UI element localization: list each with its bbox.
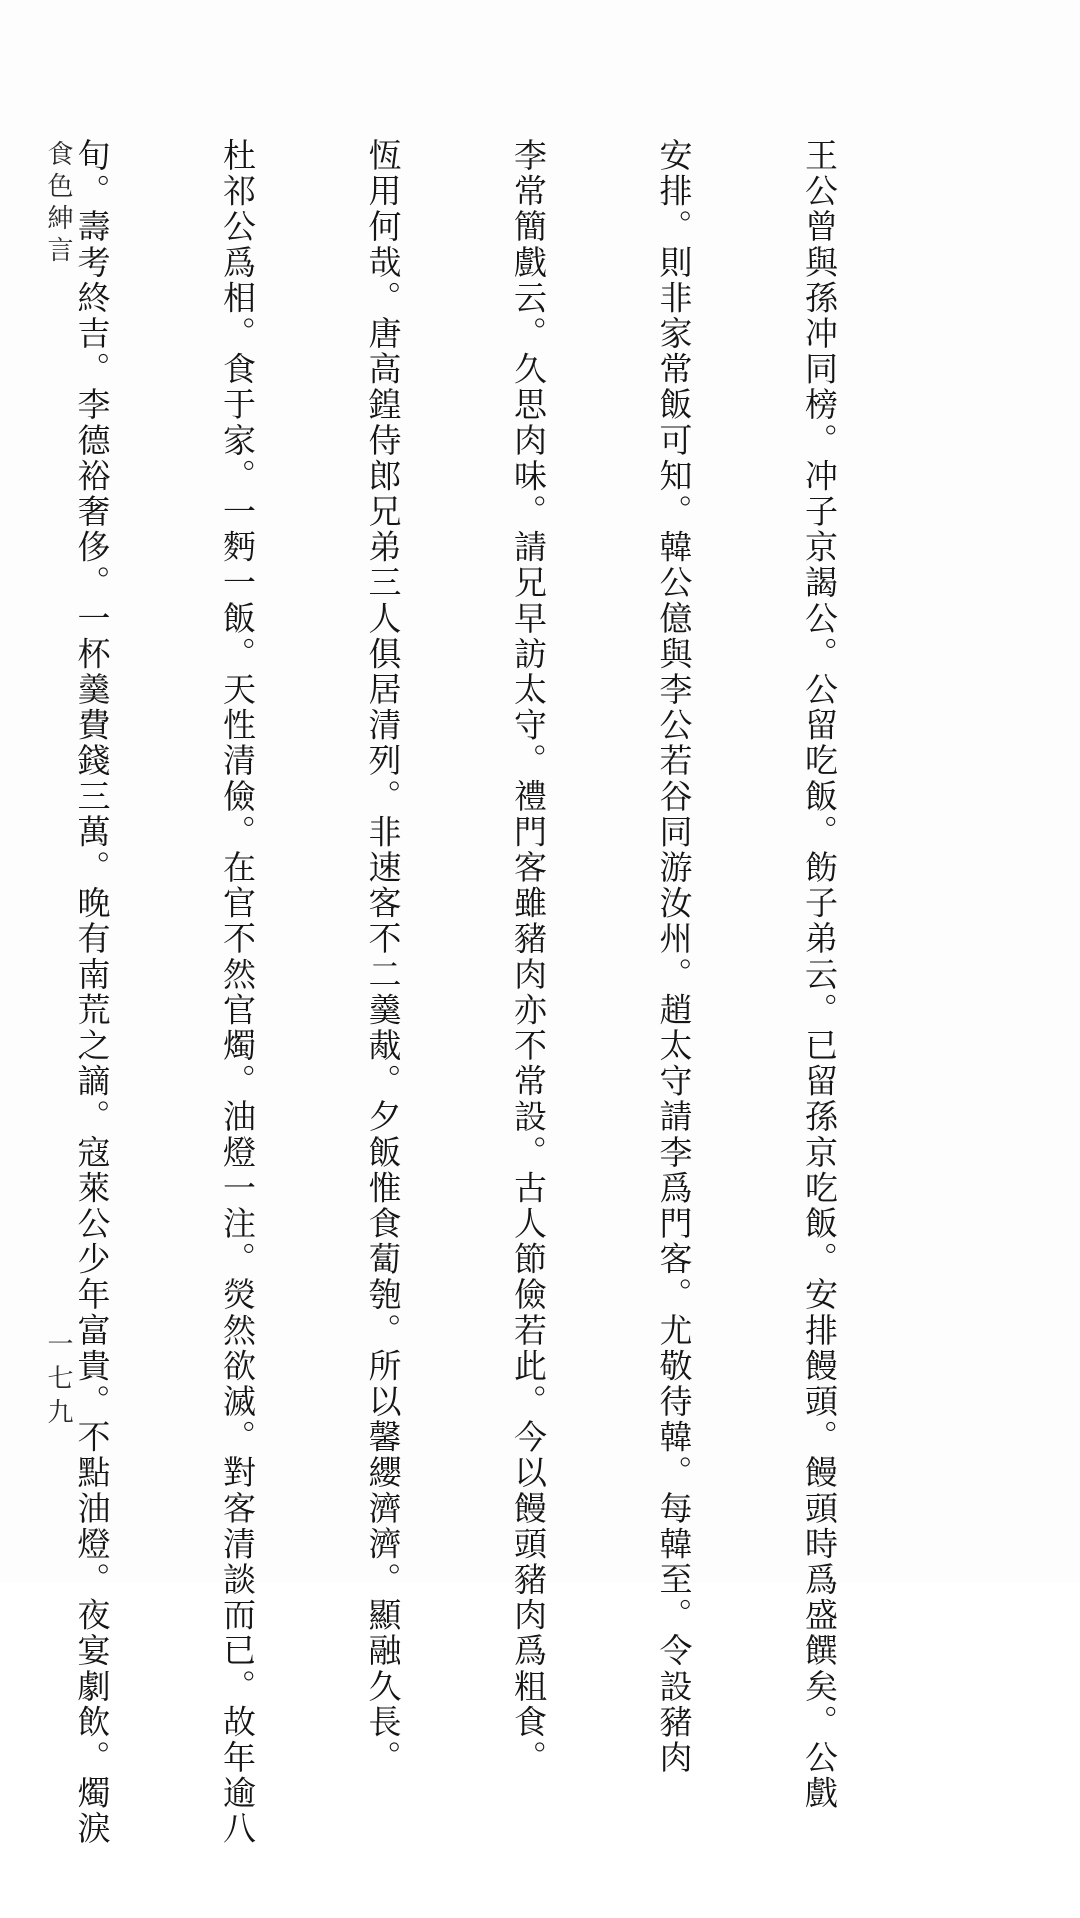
text-line: 杜祁公爲相。食于家。一麪一飯。天性清儉。在官不然官燭。油燈一注。熒然欲滅。對客清談而已。故年逾八 [218,138,257,1847]
running-title: 食色紳言 [43,140,73,268]
text-line: 恆用何哉。唐高鍠侍郎兄弟三人俱居清列。非速客不二羹胾。夕飯惟食蔔匏。所以馨纓濟濟。顯融久長。 [363,138,403,1776]
page-number: 一七九 [43,1330,73,1432]
text-line: 安排。則非家常飯可知。韓公億與李公若谷同游汝州。趙太守請李爲門客。尤敬待韓。每韓至。令設豬肉 [654,138,694,1776]
text-line: 李常簡戲云。久思肉味。請兄早訪太守。禮門客雖豬肉亦不常設。古人節儉若此。今以饅頭豬肉爲粗食。 [509,138,548,1776]
main-text [0,138,940,1847]
text-line: 王公曾與孫冲同榜。冲子京謁公。公留吃飯。飭子弟云。已留孫京吃飯。安排饅頭。饅頭時爲盛饌矣。公戲 [800,138,839,1812]
text-line: 旬。壽考終吉。李德裕奢侈。一杯羹費錢三萬。晚有南荒之謫。寇萊公少年富貴。不點油燈。夜宴劇飲。燭淚 [72,138,112,1847]
